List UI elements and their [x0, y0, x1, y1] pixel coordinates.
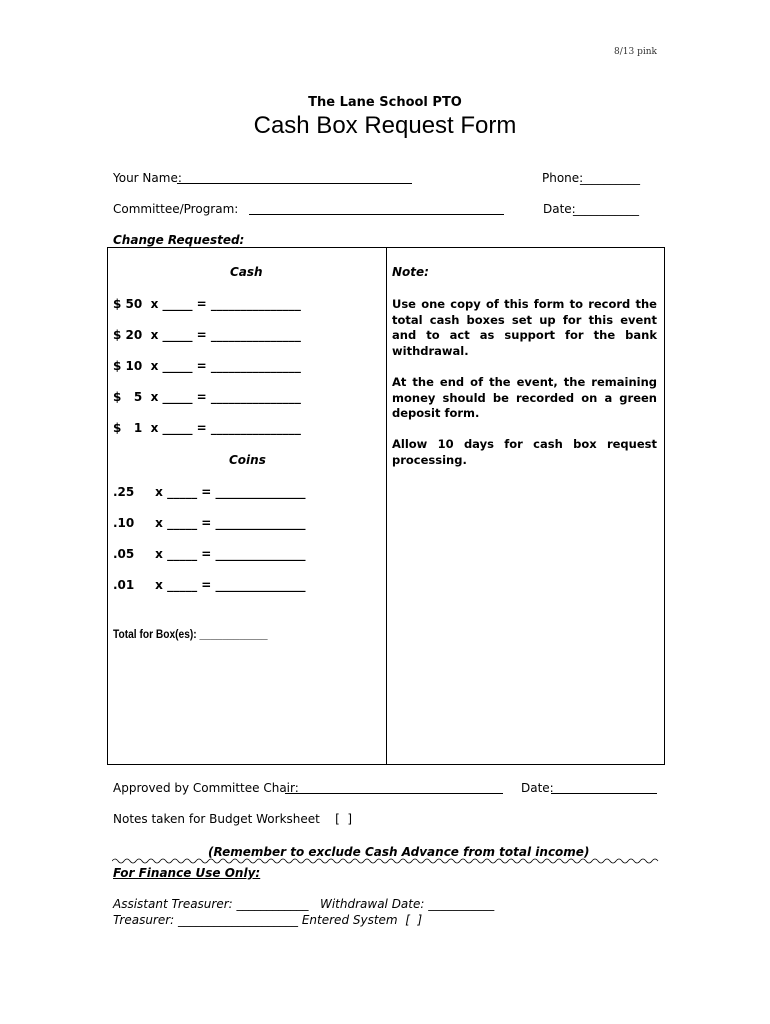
reminder-text: (Remember to exclude Cash Advance from total income) [208, 845, 590, 859]
cash-heading: Cash [230, 265, 263, 279]
cash-row-5[interactable]: $ 5 x _____ = _______________ [113, 390, 301, 404]
wavy-divider [112, 857, 660, 865]
page-title: Cash Box Request Form [253, 112, 517, 139]
committee-label: Committee/Program: [113, 202, 239, 216]
finance-line-1[interactable]: Assistant Treasurer: ____________ Withdrawal Date: ___________ [113, 897, 495, 911]
note-heading: Note: [392, 265, 429, 279]
date-label: Date: [543, 202, 576, 216]
name-field[interactable] [177, 183, 412, 184]
cash-row-50[interactable]: $ 50 x _____ = _______________ [113, 297, 301, 311]
corner-note: 8/13 pink [614, 47, 657, 57]
approved-by-field[interactable] [285, 793, 503, 794]
coins-heading: Coins [229, 453, 266, 467]
total-for-boxes[interactable]: Total for Box(es): ____________ [113, 627, 268, 641]
budget-worksheet-checkbox[interactable]: Notes taken for Budget Worksheet [ ] [113, 812, 353, 826]
name-label: Your Name: [113, 171, 182, 185]
cash-row-20[interactable]: $ 20 x _____ = _______________ [113, 328, 301, 342]
cash-row-1[interactable]: $ 1 x _____ = _______________ [113, 421, 301, 435]
note-paragraph-1: Use one copy of this form to record the total cash boxes set up for this event and to act as support for the bank withdrawal. [392, 297, 657, 358]
coin-row-25[interactable]: .25 x _____ = _______________ [113, 485, 306, 499]
committee-field[interactable] [249, 214, 504, 215]
finance-heading: For Finance Use Only: [113, 866, 261, 880]
finance-line-2[interactable]: Treasurer: ____________________ Entered System [ ] [113, 913, 423, 927]
cash-row-10[interactable]: $ 10 x _____ = _______________ [113, 359, 301, 373]
date-field[interactable]: ___________ [573, 202, 639, 216]
approved-date-field[interactable] [551, 793, 657, 794]
coin-row-10[interactable]: .10 x _____ = _______________ [113, 516, 306, 530]
approved-by-label: Approved by Committee Chair: [113, 781, 299, 795]
change-requested-label: Change Requested: [113, 233, 245, 247]
note-paragraph-2: At the end of the event, the remaining money should be recorded on a green deposit form. [392, 375, 657, 420]
coin-row-05[interactable]: .05 x _____ = _______________ [113, 547, 306, 561]
organization-name: The Lane School PTO [308, 95, 462, 110]
phone-label: Phone: [542, 171, 584, 185]
note-paragraph-3: Allow 10 days for cash box request processing. [392, 437, 657, 467]
box-divider [386, 248, 387, 764]
phone-field[interactable]: __________ [580, 171, 640, 185]
approved-date-label: Date: [521, 781, 554, 795]
coin-row-01[interactable]: .01 x _____ = _______________ [113, 578, 306, 592]
